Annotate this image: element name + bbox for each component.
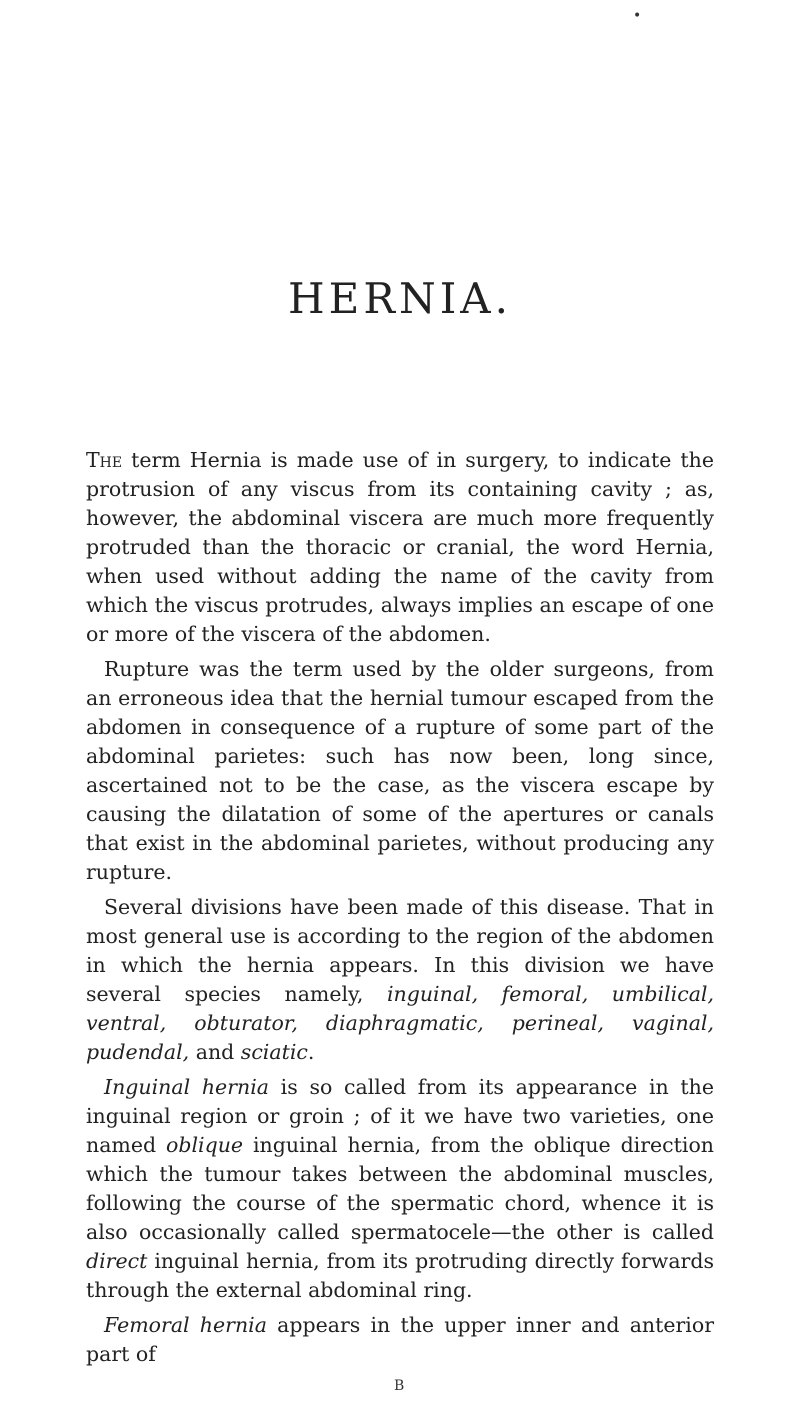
paragraph-5-lead: Femoral hernia [104,1313,267,1337]
paragraph-3-last-species: sciatic [240,1040,308,1064]
paragraph-3-end: . [307,1040,315,1064]
paragraph-4-lead: Inguinal hernia [104,1075,269,1099]
paragraph-1-lead: The [86,448,123,472]
paragraph-4-text-b: inguinal hernia, from the oblique direction which the tumour takes between the abdominal muscles, following the course of the spermatic chord, whence it is also occasionally called spermatocele—the other is called [86,1133,714,1244]
paragraph-4-italic-a: oblique [166,1133,244,1157]
paragraph-3 [86,893,714,1067]
paragraph-2-text: Rupture was the term used by the older surgeons, from an erroneous idea that the hernial tumour escaped from the abdomen in consequence of a rupture of some part of the abdominal parietes: such has now been, long since, ascertained not to be the case, as the viscera escape by causing the dilatation of some of the apertures or canals that exist in the abdominal parietes, without producing any rupture. [86,657,714,884]
paragraph-3-text: Several divisions have been made of this disease. That in most general use is according to the region of the abdomen in which the hernia appears. In this division we have several species namely, [86,895,714,1006]
paragraph-4-italic-b: direct [86,1249,148,1273]
paragraph-1 [86,446,714,649]
paragraph-5-text: appears in the upper inner and anterior part of [86,1313,714,1366]
page-title: HERNIA. [288,274,512,323]
page-marker-top: • [633,8,642,24]
paragraph-2 [86,655,714,887]
paragraph-5 [86,1311,714,1369]
signature-mark: B [394,1378,405,1394]
paragraph-3-and: and [189,1040,241,1064]
paragraph-3-species: inguinal, femoral, umbilical, ventral, obturator, diaphragmatic, perineal, vaginal, pudendal, [86,982,714,1064]
paragraph-1-text: term Hernia is made use of in surgery, to indicate the protrusion of any viscus from its containing cavity ; as, however, the abdominal viscera are much more frequently protruded than the thoracic or cranial, the word Hernia, when used without adding the name of the cavity from which the viscus protrudes, always implies an escape of one or more of the viscera of the abdomen. [86,448,714,646]
paragraph-4 [86,1073,714,1305]
body-text [86,446,714,1375]
paragraph-4-text-c: inguinal hernia, from its protruding directly forwards through the external abdominal ring. [86,1249,714,1302]
paragraph-4-text-a: is so called from its appearance in the inguinal region or groin ; of it we have two varieties, one named [86,1075,715,1157]
